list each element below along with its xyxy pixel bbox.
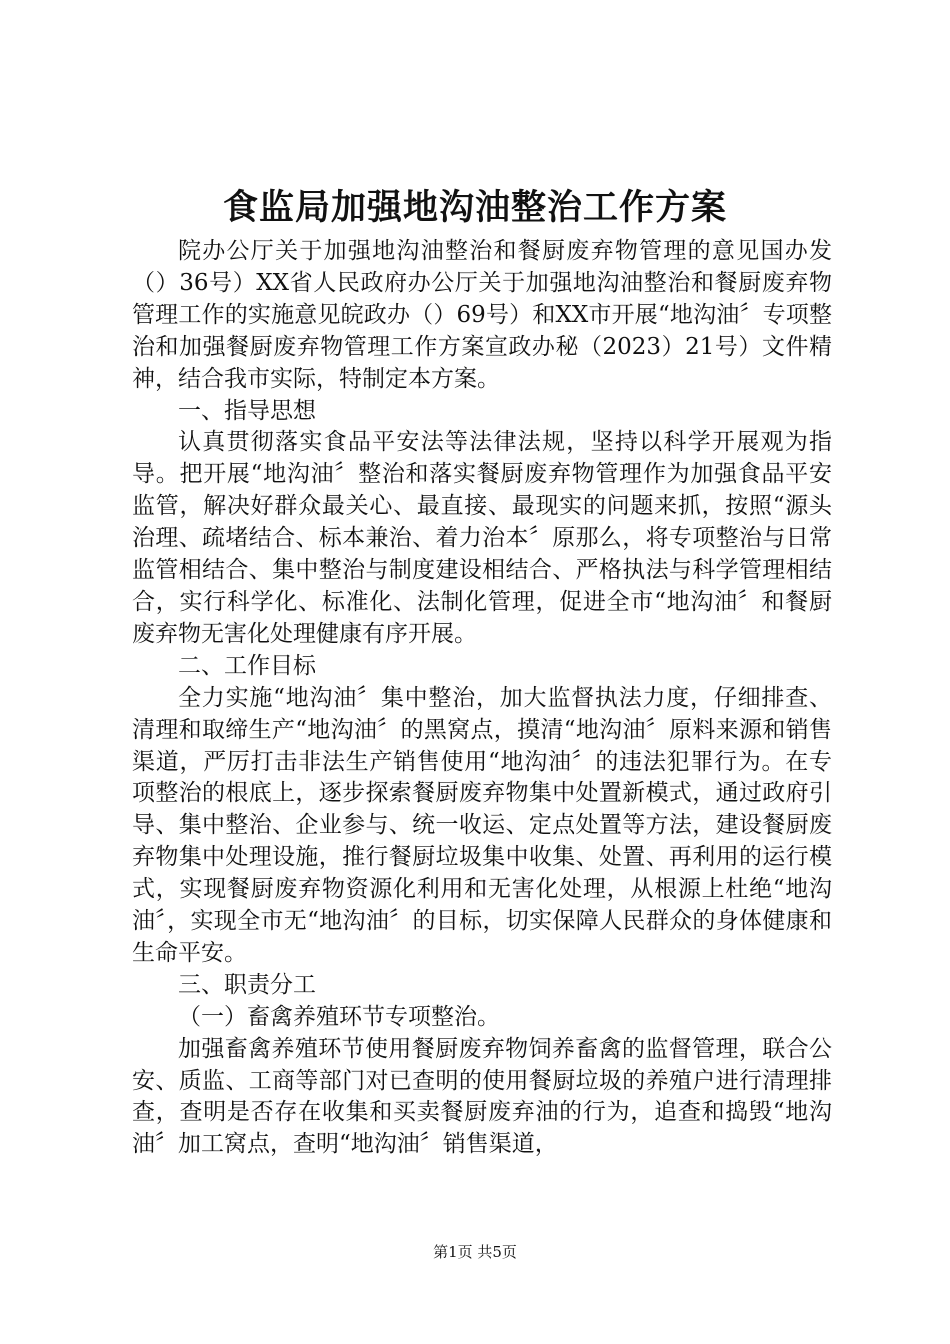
section-heading-work-goals: 二、工作目标 [178, 652, 316, 679]
paragraph-work-goals: 全力实施“地沟油〞集中整治，加大监督执法力度，仔细排查、清理和取缔生产“地沟油〞的黑窝点，摸清“地沟油〞原料来源和销售渠道，严厉打击非法生产销售使用“地沟油〞的违法犯罪行为。在专项整治的根底上，逐步探索餐厨废弃物集中处置新模式，通过政府引导、集中整治、企业参与、统一收运、定点处置等方法，建设餐厨废弃物集中处理设施，推行餐厨垃圾集中收集、处置、再利用的运行模式，实现餐厨废弃物资源化利用和无害化处理，从根源上杜绝“地沟油〞，实现全市无“地沟油〞的目标，切实保障人民群众的身体健康和生命平安。 [132, 684, 832, 966]
page-number-footer: 第1页 共5页 [433, 1243, 517, 1261]
section-heading-guiding-ideology: 一、指导思想 [178, 397, 316, 424]
document-title: 食监局加强地沟油整治工作方案 [222, 187, 727, 228]
document-body [132, 236, 832, 1161]
paragraph-livestock: 加强畜禽养殖环节使用餐厨废弃物饲养畜禽的监督管理，联合公安、质监、工商等部门对已查明的使用餐厨垃圾的养殖户进行清理排查，查明是否存在收集和买卖餐厨废弃油的行为，追查和捣毁“地沟油〞加工窝点，查明“地沟油〞销售渠道， [132, 1035, 832, 1158]
paragraph-intro: 院办公厅关于加强地沟油整治和餐厨废弃物管理的意见国办发（）36号）XX省人民政府办公厅关于加强地沟油整治和餐厨废弃物管理工作的实施意见皖政办（）69号）和XX市开展“地沟油〞专项整治和加强餐厨废弃物管理工作方案宣政办秘（2023）21号）文件精神，结合我市实际，特制定本方案。 [132, 238, 832, 392]
section-heading-responsibilities: 三、职责分工 [178, 971, 316, 998]
subsection-heading-livestock: （一）畜禽养殖环节专项整治。 [178, 1003, 500, 1030]
paragraph-guiding-ideology: 认真贯彻落实食品平安法等法律法规，坚持以科学开展观为指导。把开展“地沟油〞整治和落实餐厨废弃物管理作为加强食品平安监管，解决好群众最关心、最直接、最现实的问题来抓，按照“源头治理、疏堵结合、标本兼治、着力治本〞原那么，将专项整治与日常监管相结合、集中整治与制度建设相结合、严格执法与科学管理相结合，实行科学化、标准化、法制化管理，促进全市“地沟油〞和餐厨废弃物无害化处理健康有序开展。 [132, 429, 832, 647]
